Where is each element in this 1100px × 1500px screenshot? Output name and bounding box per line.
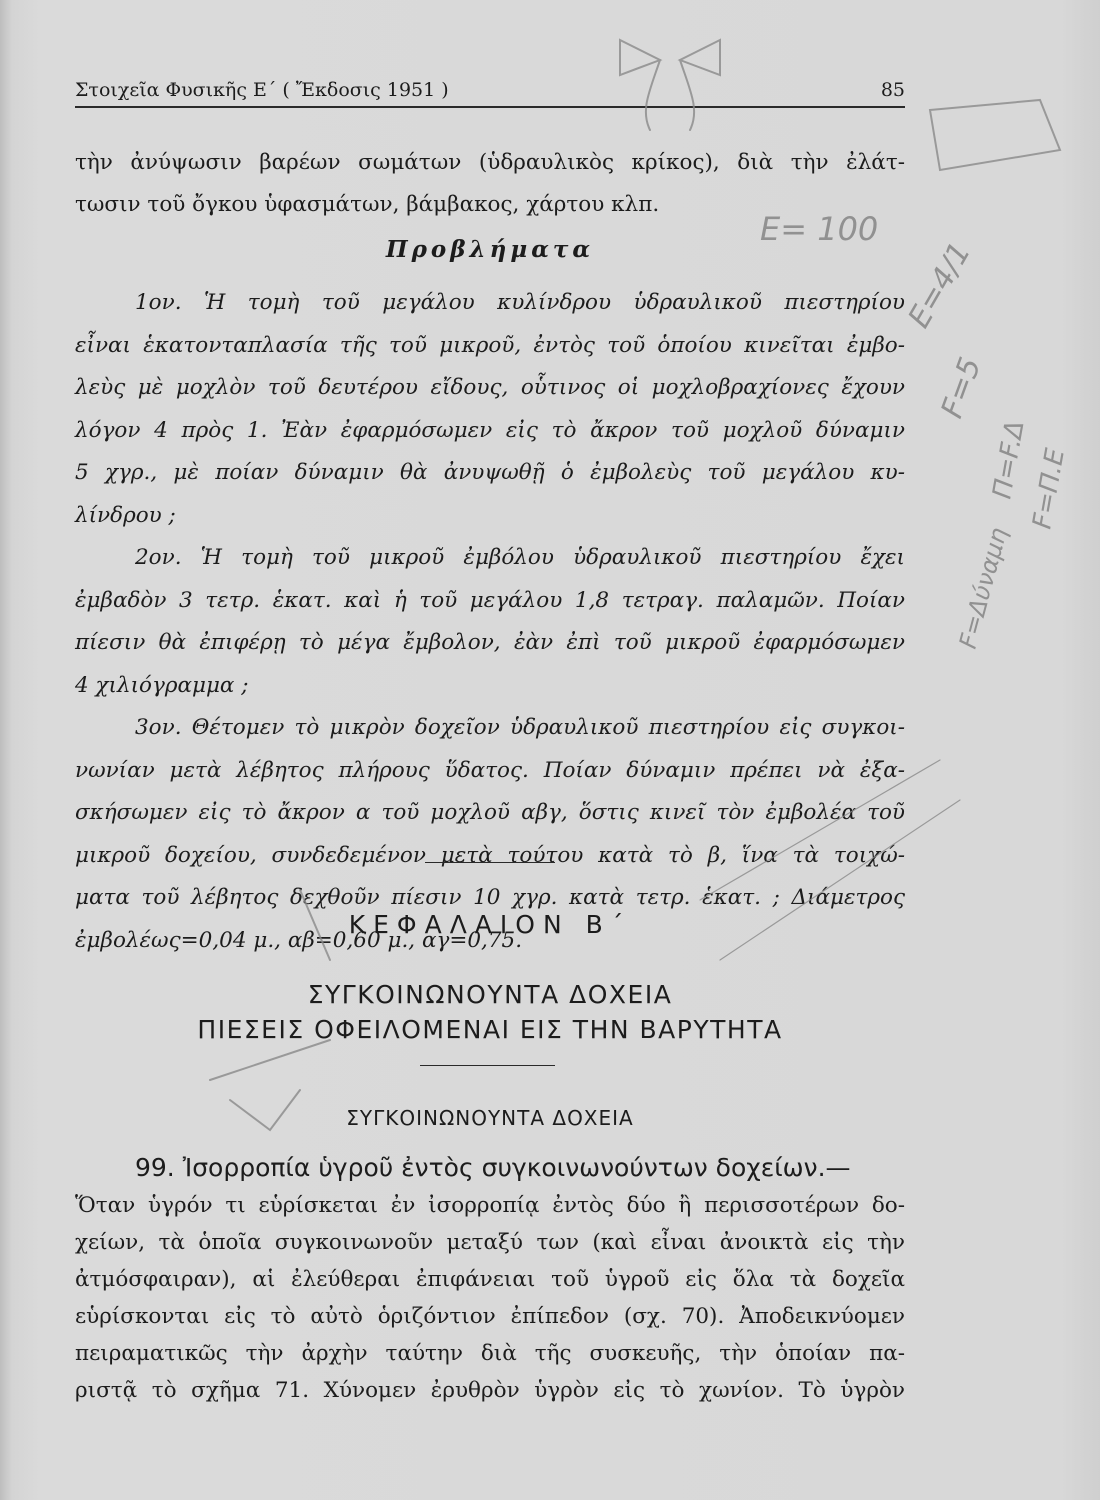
problem-line: 3ον. Θέτομεν τὸ μικρὸν δοχεῖον ὑδραυλικοῦ πιεστηρίου εἰς συγκοι- bbox=[135, 715, 905, 740]
problem-line: 2ον. Ἡ τομὴ τοῦ μικροῦ ἐμβόλου ὑδραυλικοῦ πιεστηρίου ἔχει bbox=[135, 545, 905, 570]
problem-line: ἐμβολέως=0,04 μ., αβ=0,60 μ., αγ=0,75. bbox=[75, 928, 523, 953]
problem-line: 5 χγρ., μὲ ποίαν δύναμιν θὰ ἀνυψωθῇ ὁ ἐμβολεὺς τοῦ μεγάλου κυ- bbox=[75, 460, 905, 485]
article-line: ριστᾷ τὸ σχῆμα 71. Χύνομεν ἐρυθρὸν ὑγρὸν εἰς τὸ χωνίον. Τὸ ὑγρὸν bbox=[75, 1378, 905, 1403]
problem-line: σκήσωμεν εἰς τὸ ἄκρον α τοῦ μοχλοῦ αβγ, ὅστις κινεῖ τὸν ἐμβολέα τοῦ bbox=[75, 800, 905, 825]
pencil-note-5: F=Π.Ε bbox=[1027, 446, 1071, 532]
running-title: Στοιχεῖα Φυσικῆς Ε΄ ( Ἔκδοσις 1951 ) bbox=[75, 79, 449, 101]
pencil-note-4: Π=F.Δ bbox=[987, 418, 1031, 502]
chapter-label: ΚΕΦΑΛΑΙΟΝ Β΄ bbox=[348, 910, 632, 939]
article-line: ἀτμόσφαιραν), αἱ ἐλεύθεραι ἐπιφάνειαι τοῦ ὑγροῦ εἰς ὅλα τὰ δοχεῖα bbox=[75, 1267, 905, 1292]
chapter-title-line-2: ΠΙΕΣΕΙΣ ΟΦΕΙΛΟΜΕΝΑΙ ΕΙΣ ΤΗΝ ΒΑΡΥΤΗΤΑ bbox=[197, 1015, 783, 1044]
problem-line: λόγον 4 πρὸς 1. Ἐὰν ἐφαρμόσωμεν εἰς τὸ ἄκρον τοῦ μοχλοῦ δύναμιν bbox=[75, 418, 905, 443]
article-heading: 99. Ἰσορροπία ὑγροῦ ἐντὸς συγκοινωνούντων δοχείων.— bbox=[135, 1153, 851, 1182]
intro-line-1: τὴν ἀνύψωσιν βαρέων σωμάτων (ὑδραυλικὸς κρίκος), διὰ τὴν ἐλάτ- bbox=[75, 150, 905, 175]
problems-title: Προβλήματα bbox=[385, 236, 595, 263]
section-title: ΣΥΓΚΟΙΝΩΝΟΥΝΤΑ ΔΟΧΕΙΑ bbox=[346, 1106, 634, 1130]
problem-line: ματα τοῦ λέβητος δεχθοῦν πίεσιν 10 χγρ. κατὰ τετρ. ἑκατ. ; Διάμετρος bbox=[75, 885, 905, 910]
problem-line: λεὺς μὲ μοχλὸν τοῦ δευτέρου εἴδους, οὗτινος οἱ μοχλοβραχίονες ἔχουν bbox=[75, 375, 905, 400]
problem-line: εἶναι ἑκατονταπλασία τῆς τοῦ μικροῦ, ἐντὸς τοῦ ὁποίου κινεῖται ἐμβο- bbox=[75, 333, 905, 358]
problem-line: πίεσιν θὰ ἐπιφέρῃ τὸ μέγα ἔμβολον, ἐὰν ἐπὶ τοῦ μικροῦ ἐφαρμόσωμεν bbox=[75, 630, 905, 655]
problem-line: νωνίαν μετὰ λέβητος πλήρους ὕδατος. Ποίαν δύναμιν πρέπει νὰ ἐξα- bbox=[75, 758, 905, 783]
article-line: πειραματικῶς τὴν ἀρχὴν ταύτην διὰ τῆς συσκευῆς, τὴν ὁποίαν πα- bbox=[75, 1341, 905, 1366]
article-line: Ὅταν ὑγρόν τι εὑρίσκεται ἐν ἰσορροπίᾳ ἐντὸς δύο ἢ περισσοτέρων δο- bbox=[75, 1193, 905, 1218]
article-line: χείων, τὰ ὁποῖα συγκοινωνοῦν μεταξύ των (καὶ εἶναι ἀνοικτὰ εἰς τὴν bbox=[75, 1230, 905, 1255]
intro-line-2: τωσιν τοῦ ὄγκου ὑφασμάτων, βάμβακος, χάρτου κλπ. bbox=[75, 192, 660, 217]
pencil-note-3: F=5 bbox=[934, 352, 989, 423]
pencil-note-2: Ε=4/1 bbox=[901, 236, 979, 334]
problem-line: λίνδρου ; bbox=[75, 503, 176, 528]
problem-line: 4 χιλιόγραμμα ; bbox=[75, 673, 249, 698]
pencil-note-6: F=Δύναμη bbox=[953, 524, 1013, 652]
problem-line: 1ον. Ἡ τομὴ τοῦ μεγάλου κυλίνδρου ὑδραυλικοῦ πιεστηρίου bbox=[135, 290, 905, 315]
pencil-note-1: E= 100 bbox=[760, 210, 879, 248]
article-line: εὑρίσκονται εἰς τὸ αὐτὸ ὁριζόντιον ἐπίπεδον (σχ. 70). Ἀποδεικνύομεν bbox=[75, 1304, 905, 1329]
problem-line: μικροῦ δοχείου, συνδεδεμένον μετὰ τούτου κατὰ τὸ β, ἵνα τὰ τοιχώ- bbox=[75, 843, 905, 868]
page-number: 85 bbox=[880, 79, 905, 101]
chapter-title-line-1: ΣΥΓΚΟΙΝΩΝΟΥΝΤΑ ΔΟΧΕΙΑ bbox=[307, 980, 673, 1009]
problem-line: ἐμβαδὸν 3 τετρ. ἑκατ. καὶ ἡ τοῦ μεγάλου 1,8 τετραγ. παλαμῶν. Ποίαν bbox=[75, 588, 905, 613]
